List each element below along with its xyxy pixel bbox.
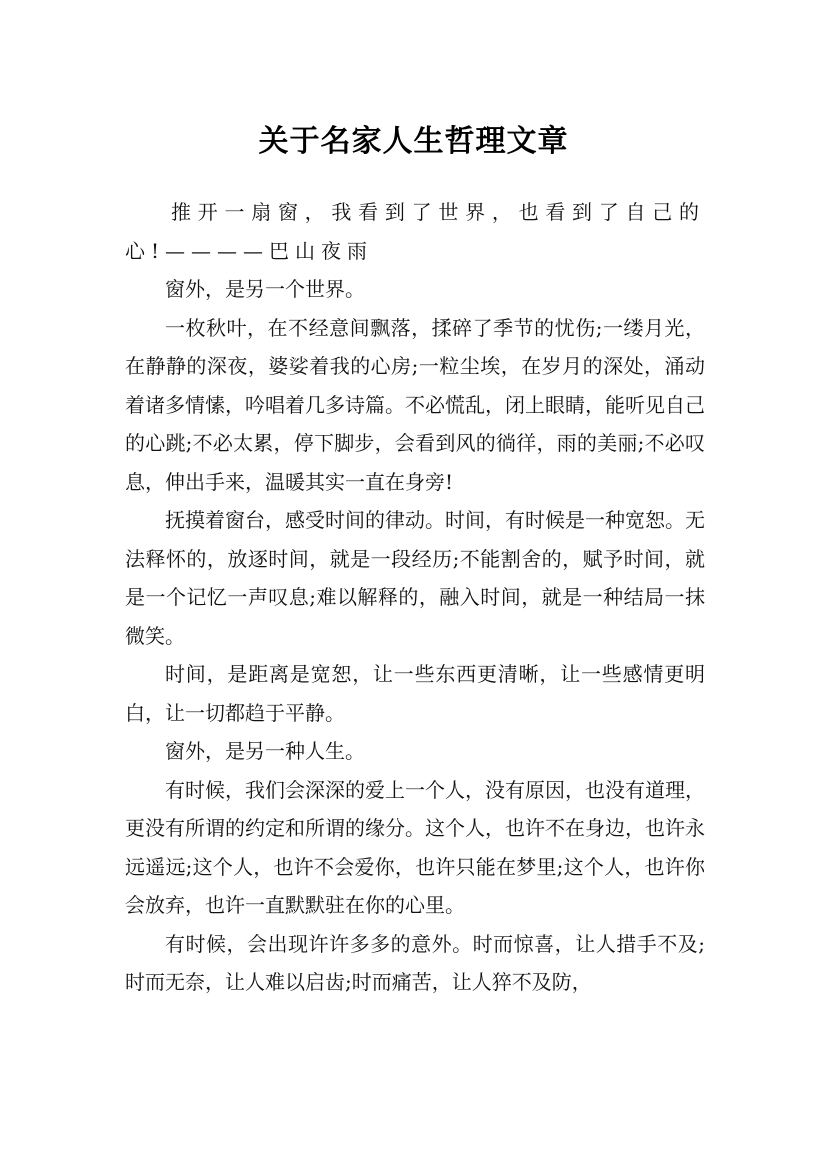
document-body	[125, 193, 705, 1002]
paragraph: 抚摸着窗台，感受时间的律动。时间，有时候是一种宽恕。无法释怀的，放逐时间，就是一段经历;不能割舍的，赋予时间，就是一个记忆一声叹息;难以解释的，融入时间，就是一种结局一抹微笑。	[125, 508, 705, 648]
paragraph-epigraph: 推开一扇窗，我看到了世界，也看到了自己的心!————巴山夜雨	[125, 200, 705, 263]
paragraph: 窗外，是另一种人生。	[165, 739, 365, 763]
paragraph: 有时候，会出现许许多多的意外。时而惊喜，让人措手不及;时而无奈，让人难以启齿;时而痛苦，让人猝不及防，	[125, 931, 705, 994]
paragraph: 窗外，是另一个世界。	[165, 277, 365, 301]
paragraph: 一枚秋叶，在不经意间飘落，揉碎了季节的忧伤;一缕月光，在静静的深夜，婆娑着我的心房;一粒尘埃，在岁月的深处，涌动着诸多情愫，吟唱着几多诗篇。不必慌乱，闭上眼睛，能听见自己的心跳;不必太累，停下脚步，会看到风的徜徉，雨的美丽;不必叹息，伸出手来，温暖其实一直在身旁!	[125, 315, 705, 494]
paragraph: 有时候，我们会深深的爱上一个人，没有原因，也没有道理，更没有所谓的约定和所谓的缘分。这个人，也许不在身边，也许永远遥远;这个人，也许不会爱你，也许只能在梦里;这个人，也许你会放弃，也许一直默默驻在你的心里。	[125, 777, 705, 917]
paragraph: 时间，是距离是宽恕，让一些东西更清晰，让一些感情更明白，让一切都趋于平静。	[125, 662, 705, 725]
document-title: 关于名家人生哲理文章	[258, 124, 569, 160]
